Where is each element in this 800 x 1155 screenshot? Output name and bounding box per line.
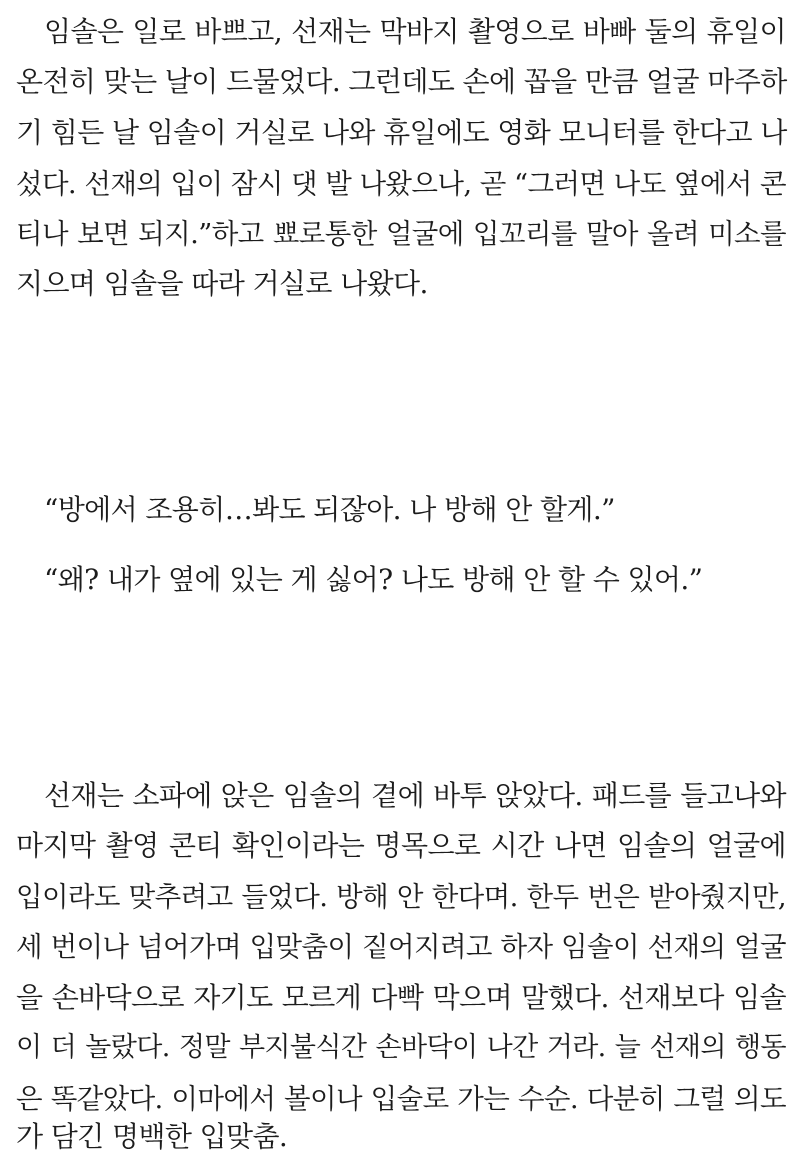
paragraph-2-line-4: 세 번이나 넘어가며 입맞춤이 짙어지려고 하자 임솔이 선재의 얼굴 xyxy=(16,931,786,963)
paragraph-2-line-1: 선재는 소파에 앉은 임솔의 곁에 바투 앉았다. 패드를 들고나와 xyxy=(44,779,786,812)
paragraph-1-line-4: 섰다. 선재의 입이 잠시 댓 발 나왔으나, 곧 “그러면 나도 옆에서 콘 xyxy=(16,168,786,200)
paragraph-2-line-2: 마지막 촬영 콘티 확인이라는 명목으로 시간 나면 임솔의 얼굴에 xyxy=(16,829,786,862)
paragraph-2-line-7: 은 똑같았다. 이마에서 볼이나 입술로 가는 수순. 다분히 그럴 의도 xyxy=(16,1083,786,1115)
paragraph-2-line-6: 이 더 놀랐다. 정말 부지불식간 손바닥이 나간 거라. 늘 선재의 행동 xyxy=(16,1032,786,1063)
paragraph-2-line-8: 가 담긴 명백한 입맞춤. xyxy=(16,1120,288,1153)
paragraph-2-line-3: 입이라도 맞추려고 들었다. 방해 안 한다며. 한두 번은 받아줬지만, xyxy=(16,881,786,913)
paragraph-2-line-5: 을 손바닥으로 자기도 모르게 다빡 막으며 말했다. 선재보다 임솔 xyxy=(16,981,786,1014)
dialogue-line-2: “왜? 내가 옆에 있는 게 싫어? 나도 방해 안 할 수 있어.” xyxy=(44,563,703,596)
dialogue-line-1: “방에서 조용히…봐도 되잖아. 나 방해 안 할게.” xyxy=(44,493,615,526)
paragraph-1-line-6: 지으며 임솔을 따라 거실로 나왔다. xyxy=(16,267,428,300)
paragraph-1-line-5: 티나 보면 되지.”하고 뾰로통한 얼굴에 입꼬리를 말아 올려 미소를 xyxy=(16,218,786,250)
paragraph-1-line-3: 기 힘든 날 임솔이 거실로 나와 휴일에도 영화 모니터를 한다고 나 xyxy=(16,116,787,149)
paragraph-1-line-1: 임솔은 일로 바쁘고, 선재는 막바지 촬영으로 바빠 둘의 휴일이 xyxy=(44,15,786,48)
paragraph-1-line-2: 온전히 맞는 날이 드물었다. 그런데도 손에 꼽을 만큼 얼굴 마주하 xyxy=(16,65,787,98)
